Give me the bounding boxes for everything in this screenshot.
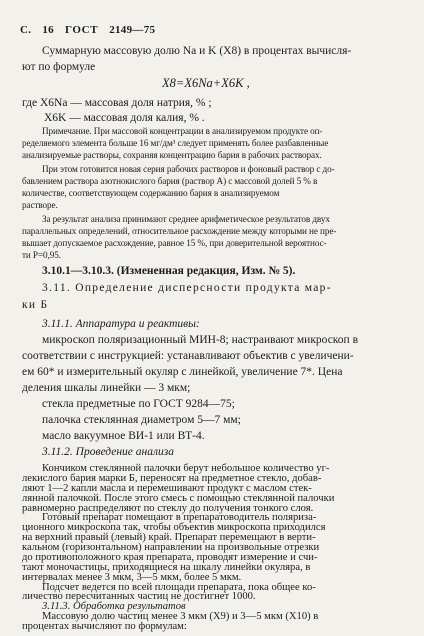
section-heading: ки Б: [22, 299, 49, 311]
text-line: X6K — массовая доля калия, % .: [44, 112, 205, 124]
text-line: стекла предметные по ГОСТ 9284—75;: [42, 398, 235, 410]
subsection-heading: 3.11.3. Обработка результатов: [42, 601, 186, 613]
note-line: ти P=0,95.: [22, 250, 61, 260]
text-line: где X6Na — массовая доля натрия, % ;: [22, 97, 212, 109]
section-heading: 3.11. Определение дисперсности продукта мар-: [42, 282, 332, 294]
text-line: на верхний правый (левый) край. Препарат перемещают в верти-: [22, 532, 316, 544]
text-line: лекислого бария марки Б, переносят на предметное стекло, добав-: [22, 472, 322, 484]
subsection-heading: 3.11.1. Аппаратура и реактивы:: [42, 318, 200, 330]
text-line: личество пересчитанных частиц не достигнет 1000.: [22, 591, 256, 603]
note-line: вышает допускаемое расхождение, равное 15 %, при доверительной вероятнос-: [22, 238, 327, 248]
formula: X8=X6Na+X6K ,: [162, 76, 250, 90]
note-line: Примечание. При массовой концентрации в анализируемом продукте оп-: [42, 126, 323, 136]
text-line: 3.10.1—3.10.3. (Измененная редакция, Изм. № 5).: [42, 265, 296, 277]
text-line: Готовый препарат помещают в препаратоводитель поляриза-: [42, 512, 317, 524]
note-line: количестве, соответствующем содержанию бария в анализируемом: [22, 188, 280, 198]
text-line: тают моночастицы, приходящиеся на шкалу линейки окуляра, в: [22, 561, 311, 573]
gost-label: ГОСТ: [65, 24, 99, 36]
text-line: Кончиком стеклянной палочки берут небольшое количество уг-: [42, 463, 330, 474]
text-line: равномерно распределяют по стеклу до получения тонкого слоя.: [22, 502, 314, 514]
note-line: анализируемые растворы, сохраняя концентрацию бария в рабочих растворах.: [22, 150, 322, 160]
note-line: растворе.: [22, 200, 58, 210]
text-line: деления шкалы линейки — 3 мкм;: [22, 382, 191, 394]
text-line: кальном (горизонтальном) направлении на произвольные отрезки: [22, 542, 320, 553]
note-line: бавлением раствора азотнокислого бария (раствор А) с массовой долей 5 % в: [22, 176, 318, 186]
page-mark: С.: [20, 24, 32, 36]
text-line: Подсчет ведется по всей площади препарата, пока общее ко-: [42, 581, 316, 593]
text-line: до противоположного края препарата, проводят измерение и счи-: [22, 551, 318, 563]
page-number: 16: [42, 24, 54, 36]
text-line: ют по формуле: [22, 61, 96, 73]
note-line: ределяемого элемента больше 16 мг/дм³ следует применять более разбавленные: [22, 138, 329, 148]
text-line: ляют 1—2 капли масла и перемешивают продукт с маслом стек-: [22, 482, 312, 494]
page-header: [20, 24, 163, 36]
text-line: ем 60* и измерительный окуляр с линейкой, увеличение 7*. Цена: [22, 366, 343, 378]
text-line: Суммарную массовую долю Na и K (X8) в процентах вычисля-: [42, 45, 352, 57]
note-line: При этом готовится новая серия рабочих растворов и фоновый раствор с до-: [42, 164, 335, 174]
text-line: микроскоп поляризационный МИН-8; настраивают микроскоп в: [42, 334, 359, 346]
text-line: Массовую долю частиц менее 3 мкм (X9) и 3—5 мкм (X10) в: [42, 611, 319, 623]
text-line: масло вакуумное ВИ-1 или ВТ-4.: [42, 430, 205, 442]
text-line: палочка стеклянная диаметром 5—7 мм;: [42, 414, 241, 426]
text-line: ционного микроскопа так, чтобы объектив микроскопа приходился: [22, 522, 326, 534]
text-line: лянной палочкой. После этого смесь с помощью стеклянной палочки: [22, 492, 335, 504]
note-line: параллельных определений, относительное расхождение между которыми не пре-: [22, 226, 337, 236]
text-line: соответствии с инструкцией: устанавливают объектив с увеличени-: [22, 350, 354, 362]
subsection-heading: 3.11.2. Проведение анализа: [42, 446, 174, 458]
note-line: За результат анализа принимают среднее арифметическое результатов двух: [42, 214, 330, 224]
gost-number: 2149—75: [109, 24, 156, 36]
text-line: интервалах менее 3 мкм, 3—5 мкм, более 5 мкм.: [22, 571, 242, 583]
text-line: процентах вычисляют по формулам:: [22, 621, 187, 632]
